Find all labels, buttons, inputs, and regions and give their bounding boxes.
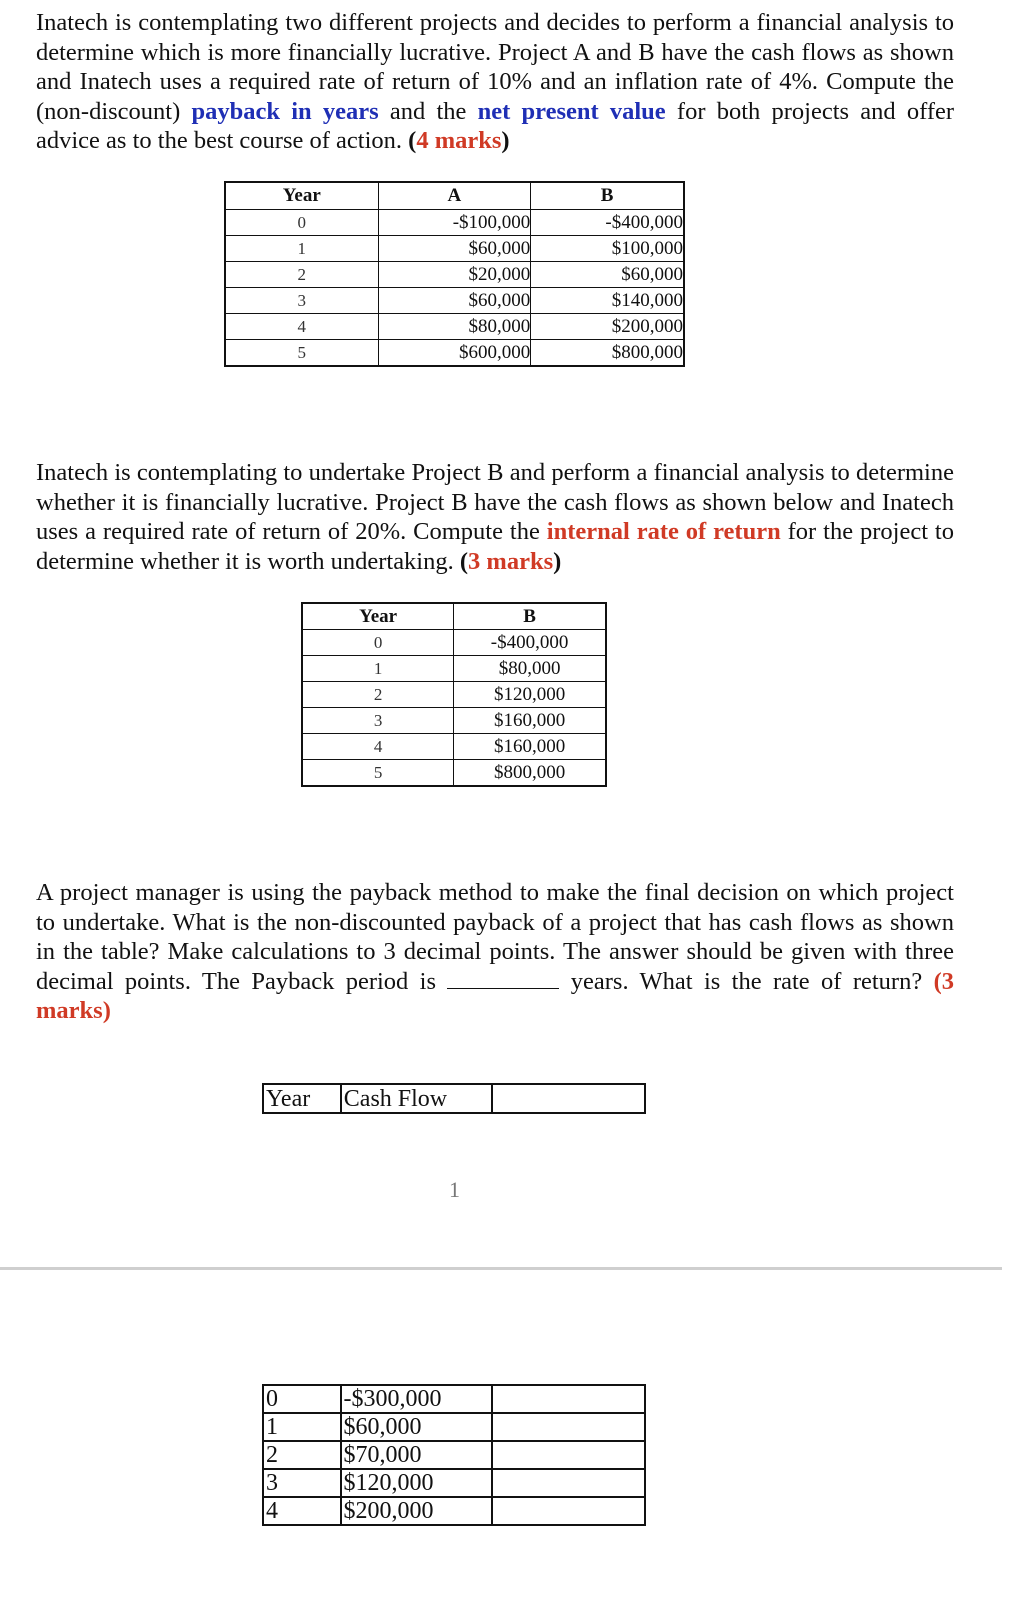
project-b-cell: -$400,000: [454, 630, 606, 656]
project-b-cell: $80,000: [454, 656, 606, 682]
table-row: [225, 288, 684, 314]
table-row: [302, 630, 606, 656]
cash-flow-table-body: [262, 1384, 646, 1526]
table-row: [302, 708, 606, 734]
q2-marks: 3 marks: [468, 547, 554, 575]
year-cell: 3: [302, 708, 454, 734]
col-a-header: A: [378, 182, 531, 210]
table-row: [263, 1497, 645, 1525]
cash-flow-cell: $120,000: [341, 1469, 493, 1497]
q3-marks: (3 marks): [36, 967, 954, 1024]
question2-text: Inatech is contemplating to undertake Project B and perform a financial analysis to determine whether it is financially lucrative. Project B have the cash flows as shown below and Inatech uses a required rate of return of 20%. Compute the internal rate of return for the project to determine whether it is worth undertaking. (3 marks): [36, 459, 954, 575]
project-b-cell: $160,000: [454, 708, 606, 734]
q2-text-a: Inatech is contemplating to undertake Project B and perform a financial analysis to determine whether it is financially lucrative. Project B have the cash flows as shown below and Inatech uses a required rate of return of 20%. Compute the: [36, 459, 954, 545]
q3-text-b: years. What is the rate of return?: [559, 967, 934, 995]
col-year-header: Year: [263, 1084, 341, 1113]
table-row: [302, 734, 606, 760]
page-number: 1: [449, 1177, 460, 1202]
project-b-cell: $800,000: [454, 760, 606, 787]
table-row: [225, 314, 684, 340]
q1-text-a: Inatech is contemplating two different projects and decides to perform a financial analysis to determine which is more financially lucrative. Project A and B have the cash flows as shown and Inatech uses a required rate of return of 10% and an inflation rate of 4%. Compute the (non-discount): [36, 9, 954, 125]
q1-marks: 4 marks: [416, 127, 502, 154]
project-b-table: [301, 602, 607, 787]
table-row: [263, 1413, 645, 1441]
q1-text-b: and the: [378, 97, 478, 125]
question3-text: [36, 878, 954, 1026]
project-b-cell: $800,000: [531, 340, 684, 367]
empty-cell: [492, 1497, 645, 1525]
year-cell: 2: [225, 262, 378, 288]
projects-ab-table: [224, 181, 685, 367]
col-b-header: B: [454, 603, 606, 630]
q2-irr-highlight: internal rate of return: [546, 518, 781, 545]
year-cell: 0: [263, 1385, 341, 1413]
year-cell: 5: [302, 760, 454, 787]
q2-text-b: for the project to determine whether it is worth undertaking.: [36, 518, 954, 575]
q1-npv-highlight: net present value: [477, 97, 666, 125]
project-a-cell: $600,000: [378, 340, 531, 367]
year-cell: 2: [263, 1441, 341, 1469]
project-b-cell: $160,000: [454, 734, 606, 760]
table-row: [225, 210, 684, 236]
empty-cell: [492, 1441, 645, 1469]
empty-cell: [492, 1413, 645, 1441]
project-a-cell: -$100,000: [378, 210, 531, 236]
year-cell: 1: [225, 236, 378, 262]
table-header-row: [302, 603, 606, 630]
year-cell: 2: [302, 682, 454, 708]
table-row: [302, 656, 606, 682]
table-row: [225, 340, 684, 367]
project-a-cell: $80,000: [378, 314, 531, 340]
year-cell: 0: [225, 210, 378, 236]
project-a-cell: $60,000: [378, 236, 531, 262]
empty-cell: [492, 1385, 645, 1413]
year-cell: 3: [263, 1469, 341, 1497]
table-header-row: [263, 1084, 645, 1113]
year-cell: 4: [225, 314, 378, 340]
cash-flow-cell: $200,000: [341, 1497, 493, 1525]
project-a-cell: $60,000: [378, 288, 531, 314]
table-row: [225, 236, 684, 262]
project-b-cell: $100,000: [531, 236, 684, 262]
year-cell: 3: [225, 288, 378, 314]
col-year-header: Year: [302, 603, 454, 630]
cash-flow-cell: -$300,000: [341, 1385, 493, 1413]
table-row: [225, 262, 684, 288]
project-b-cell: -$400,000: [531, 210, 684, 236]
col-cash-flow-header: Cash Flow: [341, 1084, 492, 1113]
col-empty-header: [492, 1084, 645, 1113]
year-cell: 1: [263, 1413, 341, 1441]
empty-cell: [492, 1469, 645, 1497]
cash-flow-table-header: [262, 1083, 646, 1114]
q3-text-a: A project manager is using the payback method to make the final decision on which project to undertake. What is the non-discounted payback of a project that has cash flows as shown in the table? Make calculations to 3 decimal points. The answer should be given with three decimal points. The Payback period is: [36, 879, 954, 995]
year-cell: 4: [263, 1497, 341, 1525]
year-cell: 4: [302, 734, 454, 760]
project-a-cell: $20,000: [378, 262, 531, 288]
project-b-cell: $200,000: [531, 314, 684, 340]
year-cell: 1: [302, 656, 454, 682]
table-row: [263, 1469, 645, 1497]
year-cell: 5: [225, 340, 378, 367]
year-cell: 0: [302, 630, 454, 656]
cash-flow-cell: $70,000: [341, 1441, 493, 1469]
table-row: [302, 682, 606, 708]
q1-text-c: for both projects and offer advice as to the best course of action.: [36, 97, 955, 154]
table-header-row: [225, 182, 684, 210]
q1-payback-highlight: payback in years: [191, 97, 379, 125]
table-row: [263, 1385, 645, 1413]
project-b-cell: $120,000: [454, 682, 606, 708]
question1-text: Inatech is contemplating two different projects and decides to perform a financial analysis to determine which is more financially lucrative. Project A and B have the cash flows as shown and Inatech uses a required rate of return of 10% and an inflation rate of 4%. Compute the (non-discount) payback in years and the net present value for both projects and offer advice as to the best course of action. (4 marks): [36, 9, 955, 154]
col-year-header: Year: [225, 182, 378, 210]
cash-flow-cell: $60,000: [341, 1413, 493, 1441]
answer-blank: [447, 968, 559, 989]
table-row: [263, 1441, 645, 1469]
project-b-cell: $140,000: [531, 288, 684, 314]
project-b-cell: $60,000: [531, 262, 684, 288]
table-row: [302, 760, 606, 787]
col-b-header: B: [531, 182, 684, 210]
page-separator: [0, 1267, 1002, 1270]
